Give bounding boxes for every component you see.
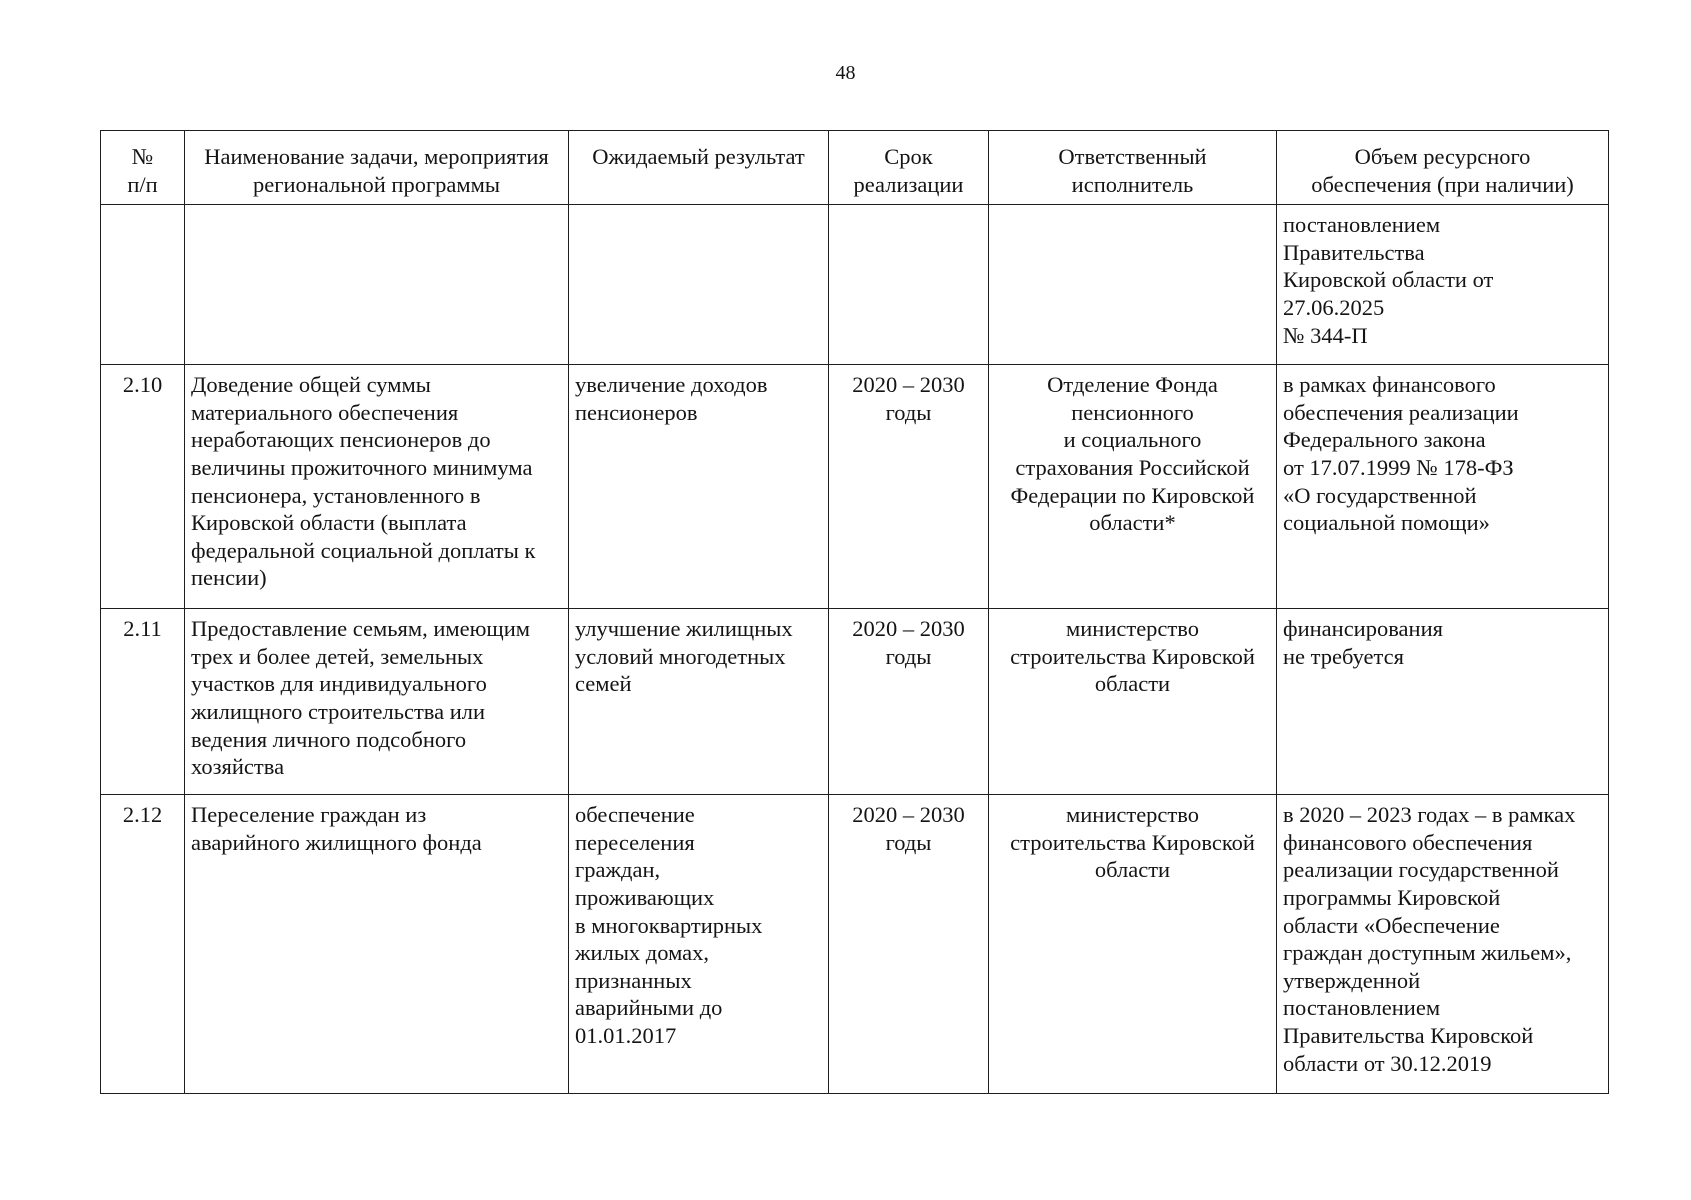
cell-resource	[1277, 795, 1609, 1094]
cell-line: аварийного жилищного фонда	[191, 829, 482, 855]
cell-line: 2020 – 2030	[852, 372, 965, 398]
cell-line: Правительства	[1283, 239, 1425, 265]
header-task-name	[185, 131, 569, 205]
cell-line: Федерального закона	[1283, 427, 1486, 453]
cell-line: аварийными до	[575, 995, 723, 1021]
cell-line: федеральной социальной доплаты к	[191, 537, 536, 563]
cell-line: пенсионера, установленного в	[191, 482, 481, 508]
table-row	[101, 609, 1609, 795]
cell-line: обеспечения реализации	[1283, 399, 1519, 425]
header-line: региональной программы	[252, 171, 501, 197]
cell-line: граждан,	[575, 857, 661, 883]
cell-line: хозяйства	[191, 754, 285, 780]
cell-expected-result	[569, 205, 829, 365]
cell-executor	[989, 205, 1277, 365]
header-term	[829, 131, 989, 205]
cell-line: Федерации по Кировской	[1010, 482, 1255, 508]
header-number	[101, 131, 185, 205]
page-number: 48	[835, 62, 856, 84]
cell-line: области «Обеспечение	[1283, 912, 1500, 938]
cell-line: от 17.07.1999 № 178-ФЗ	[1283, 454, 1514, 480]
cell-line: участков для индивидуального	[191, 671, 487, 697]
cell-resource	[1277, 609, 1609, 795]
cell-term	[829, 609, 989, 795]
cell-line: постановлением	[1283, 212, 1441, 238]
cell-line: Кировской области от	[1283, 267, 1494, 293]
header-expected-result	[569, 131, 829, 205]
header-line: Ожидаемый результат	[592, 144, 805, 169]
cell-line: семей	[575, 671, 632, 697]
header-line: №	[131, 144, 154, 169]
cell-term	[829, 365, 989, 609]
cell-task-name	[185, 795, 569, 1094]
cell-line: Предоставление семьям, имеющим	[191, 616, 531, 642]
cell-line: области*	[1089, 510, 1176, 536]
cell-line: 27.06.2025	[1283, 294, 1385, 320]
cell-line: проживающих	[575, 884, 715, 910]
cell-line: реализации государственной	[1283, 857, 1559, 883]
cell-number: 2.10	[101, 365, 185, 609]
cell-line: утвержденной	[1283, 967, 1421, 993]
cell-number	[101, 205, 185, 365]
cell-line: министерство	[1066, 802, 1199, 828]
cell-line: Доведение общей суммы	[191, 372, 431, 398]
cell-line: строительства Кировской	[1010, 829, 1255, 855]
cell-line: и социального	[1063, 427, 1202, 453]
cell-line: жилищного строительства или	[191, 698, 486, 724]
cell-line: не требуется	[1283, 643, 1404, 669]
cell-line: неработающих пенсионеров до	[191, 427, 491, 453]
header-line: обеспечения (при наличии)	[1311, 171, 1574, 197]
header-line: Ответственный	[1058, 144, 1207, 169]
cell-line: материального обеспечения	[191, 399, 459, 425]
cell-line: трех и более детей, земельных	[191, 643, 484, 669]
cell-number: 2.12	[101, 795, 185, 1094]
cell-line: в 2020 – 2023 годах – в рамках	[1283, 802, 1576, 828]
cell-line: условий многодетных	[575, 643, 786, 669]
cell-line: годы	[885, 643, 932, 669]
cell-expected-result	[569, 365, 829, 609]
cell-line: 2020 – 2030	[852, 802, 965, 828]
table-row	[101, 795, 1609, 1094]
cell-line: улучшение жилищных	[575, 616, 793, 642]
cell-line: области	[1094, 671, 1171, 697]
cell-line: в многоквартирных	[575, 912, 763, 938]
cell-line: признанных	[575, 967, 692, 993]
cell-line: области	[1094, 857, 1171, 883]
cell-line: увеличение доходов	[575, 372, 768, 398]
header-line: исполнитель	[1071, 171, 1194, 197]
cell-executor	[989, 795, 1277, 1094]
cell-line: страхования Российской	[1015, 454, 1250, 480]
cell-task-name	[185, 609, 569, 795]
cell-expected-result	[569, 795, 829, 1094]
cell-line: министерство	[1066, 616, 1199, 642]
cell-line: финансирования	[1283, 616, 1443, 642]
cell-line: «О государственной	[1283, 482, 1477, 508]
header-resource	[1277, 131, 1609, 205]
table-header-row	[101, 131, 1609, 205]
program-table	[100, 130, 1609, 1094]
cell-resource	[1277, 365, 1609, 609]
cell-line: области от 30.12.2019	[1283, 1050, 1492, 1076]
header-line: реализации	[853, 171, 964, 197]
cell-line: обеспечение	[575, 802, 695, 828]
cell-line: годы	[885, 399, 932, 425]
cell-executor	[989, 365, 1277, 609]
cell-line: финансового обеспечения	[1283, 829, 1533, 855]
cell-executor	[989, 609, 1277, 795]
cell-line: строительства Кировской	[1010, 643, 1255, 669]
cell-expected-result	[569, 609, 829, 795]
cell-line: граждан доступным жильем»,	[1283, 940, 1572, 966]
cell-line: величины прожиточного минимума	[191, 454, 533, 480]
header-line: Наименование задачи, мероприятия	[204, 144, 549, 169]
cell-line: социальной помощи»	[1283, 510, 1490, 536]
cell-line: переселения	[575, 829, 695, 855]
table-row	[101, 365, 1609, 609]
cell-resource	[1277, 205, 1609, 365]
cell-line: № 344-П	[1283, 322, 1368, 348]
cell-line: постановлением	[1283, 995, 1441, 1021]
cell-line: 2020 – 2030	[852, 616, 965, 642]
cell-term	[829, 795, 989, 1094]
cell-line: Правительства Кировской	[1283, 1022, 1534, 1048]
cell-line: программы Кировской	[1283, 884, 1501, 910]
cell-line: Отделение Фонда	[1047, 372, 1218, 398]
cell-line: Кировской области (выплата	[191, 510, 467, 536]
header-executor	[989, 131, 1277, 205]
cell-line: 01.01.2017	[575, 1022, 677, 1048]
cell-line: ведения личного подсобного	[191, 726, 467, 752]
cell-task-name	[185, 205, 569, 365]
cell-line: пенсионного	[1071, 399, 1194, 425]
header-line: Срок	[884, 144, 933, 169]
cell-number: 2.11	[101, 609, 185, 795]
cell-line: жилых домах,	[575, 940, 710, 966]
cell-task-name	[185, 365, 569, 609]
cell-line: Переселение граждан из	[191, 802, 427, 828]
cell-term	[829, 205, 989, 365]
cell-line: пенсионеров	[575, 399, 698, 425]
header-line: п/п	[127, 171, 158, 197]
cell-line: пенсии)	[191, 565, 267, 591]
cell-line: годы	[885, 829, 932, 855]
cell-line: в рамках финансового	[1283, 372, 1496, 398]
table-row	[101, 205, 1609, 365]
header-line: Объем ресурсного	[1354, 144, 1531, 169]
